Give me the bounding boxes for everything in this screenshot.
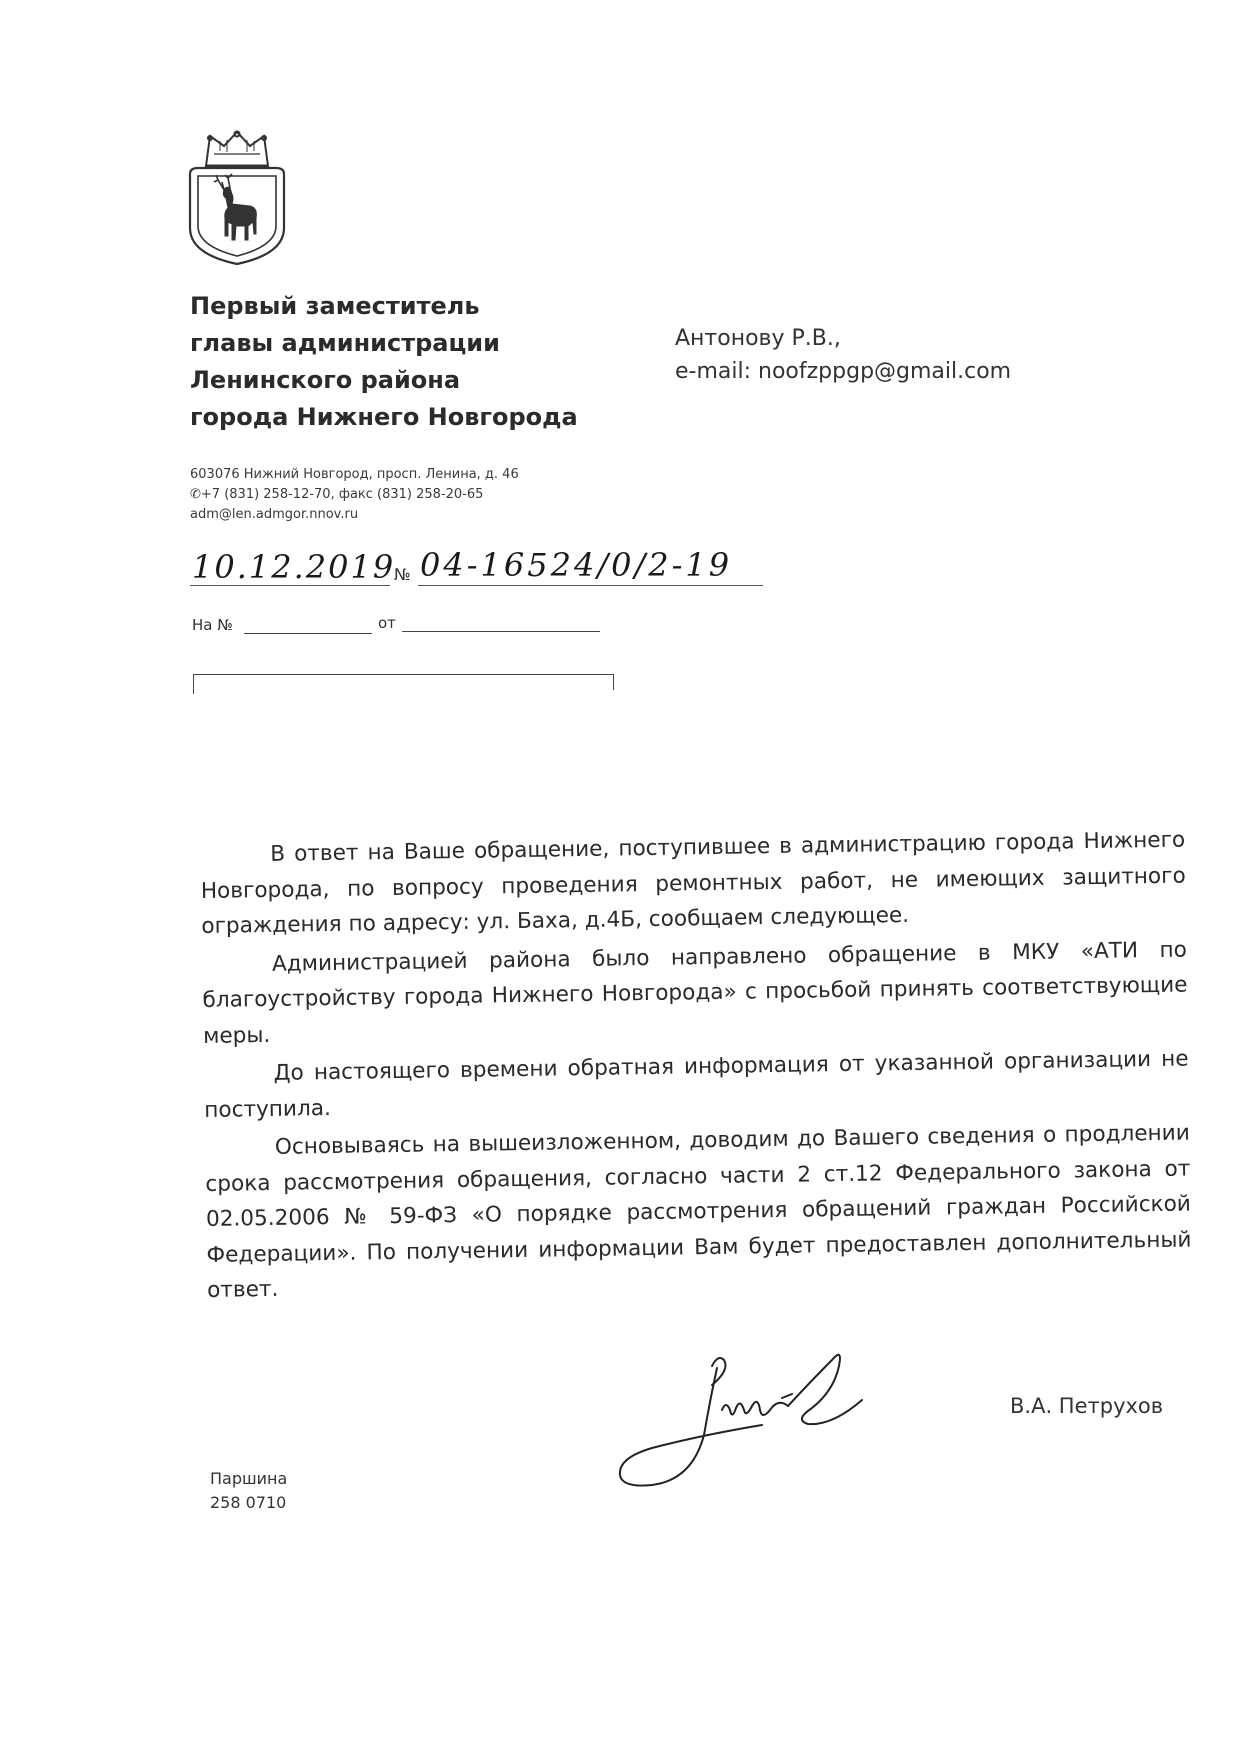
body-paragraph: В ответ на Ваше обращение, поступившее в администрацию города Нижнего Новгорода, по вопросу проведения ремонтных работ, не имеющих защитного ограждения по адресу: ул. Баха, д.4Б, сообщаем следующее. xyxy=(200,827,1186,939)
signer-name: В.А. Петрухов xyxy=(1010,1394,1164,1418)
reference-number-label: На № xyxy=(192,616,233,634)
sender-title-line: Первый заместитель xyxy=(190,292,480,320)
reference-from-label: от xyxy=(378,614,396,632)
sender-phone-row xyxy=(190,485,519,505)
subject-bracket-top xyxy=(193,674,613,675)
letter-body xyxy=(200,823,1192,1312)
recipient-name: Антонову Р.В., xyxy=(675,326,841,351)
body-paragraph: До настоящего времени обратная информация от указанной организации не поступила. xyxy=(204,1046,1189,1123)
sender-title xyxy=(190,288,578,436)
sender-title-line: города Нижнего Новгорода xyxy=(190,403,578,431)
subject-bracket-left xyxy=(193,674,194,694)
sender-title-line: главы администрации xyxy=(190,329,500,357)
executor-name: Паршина xyxy=(210,1469,288,1488)
body-paragraph: Администрацией района было направлено обращение в МКУ «АТИ по благоустройству города Нижнего Новгорода» с просьбой принять соответствующие меры. xyxy=(202,937,1188,1049)
recipient-block xyxy=(675,322,1011,388)
registration-number-label: № xyxy=(394,565,411,584)
subject-bracket-right xyxy=(613,674,614,690)
reg-number-underline xyxy=(418,585,763,586)
sender-phone-fax: +7 (831) 258-12-70, факс (831) 258-20-65 xyxy=(200,487,484,502)
executor-phone: 258 0710 xyxy=(210,1493,287,1512)
sender-contacts xyxy=(190,465,519,525)
recipient-email: e-mail: noofzppgp@gmail.com xyxy=(675,359,1012,384)
registration-date: 10.12.2019 xyxy=(192,548,396,586)
reference-date-blank xyxy=(402,631,600,632)
sender-email: adm@len.admgor.nnov.ru xyxy=(190,507,359,522)
registration-number: 04-16524/0/2-19 xyxy=(420,546,733,584)
executor-block xyxy=(210,1467,287,1515)
handwritten-signature xyxy=(612,1340,877,1490)
reference-number-blank xyxy=(244,633,372,634)
sender-title-line: Ленинского района xyxy=(190,366,461,394)
body-paragraph: Основываясь на вышеизложенном, доводим до Вашего сведения о продлении срока рассмотрения обращения, согласно части 2 ст.12 Федерального закона от 02.05.2006 № 59-ФЗ «О порядке рассмотрения обращений граждан Российской Федерации». По получении информации Вам будет предоставлен дополнительный ответ. xyxy=(205,1120,1192,1303)
phone-icon: ✆ xyxy=(190,487,201,502)
sender-address: 603076 Нижний Новгород, просп. Ленина, д. 46 xyxy=(190,467,519,482)
coat-of-arms-icon xyxy=(180,126,295,266)
